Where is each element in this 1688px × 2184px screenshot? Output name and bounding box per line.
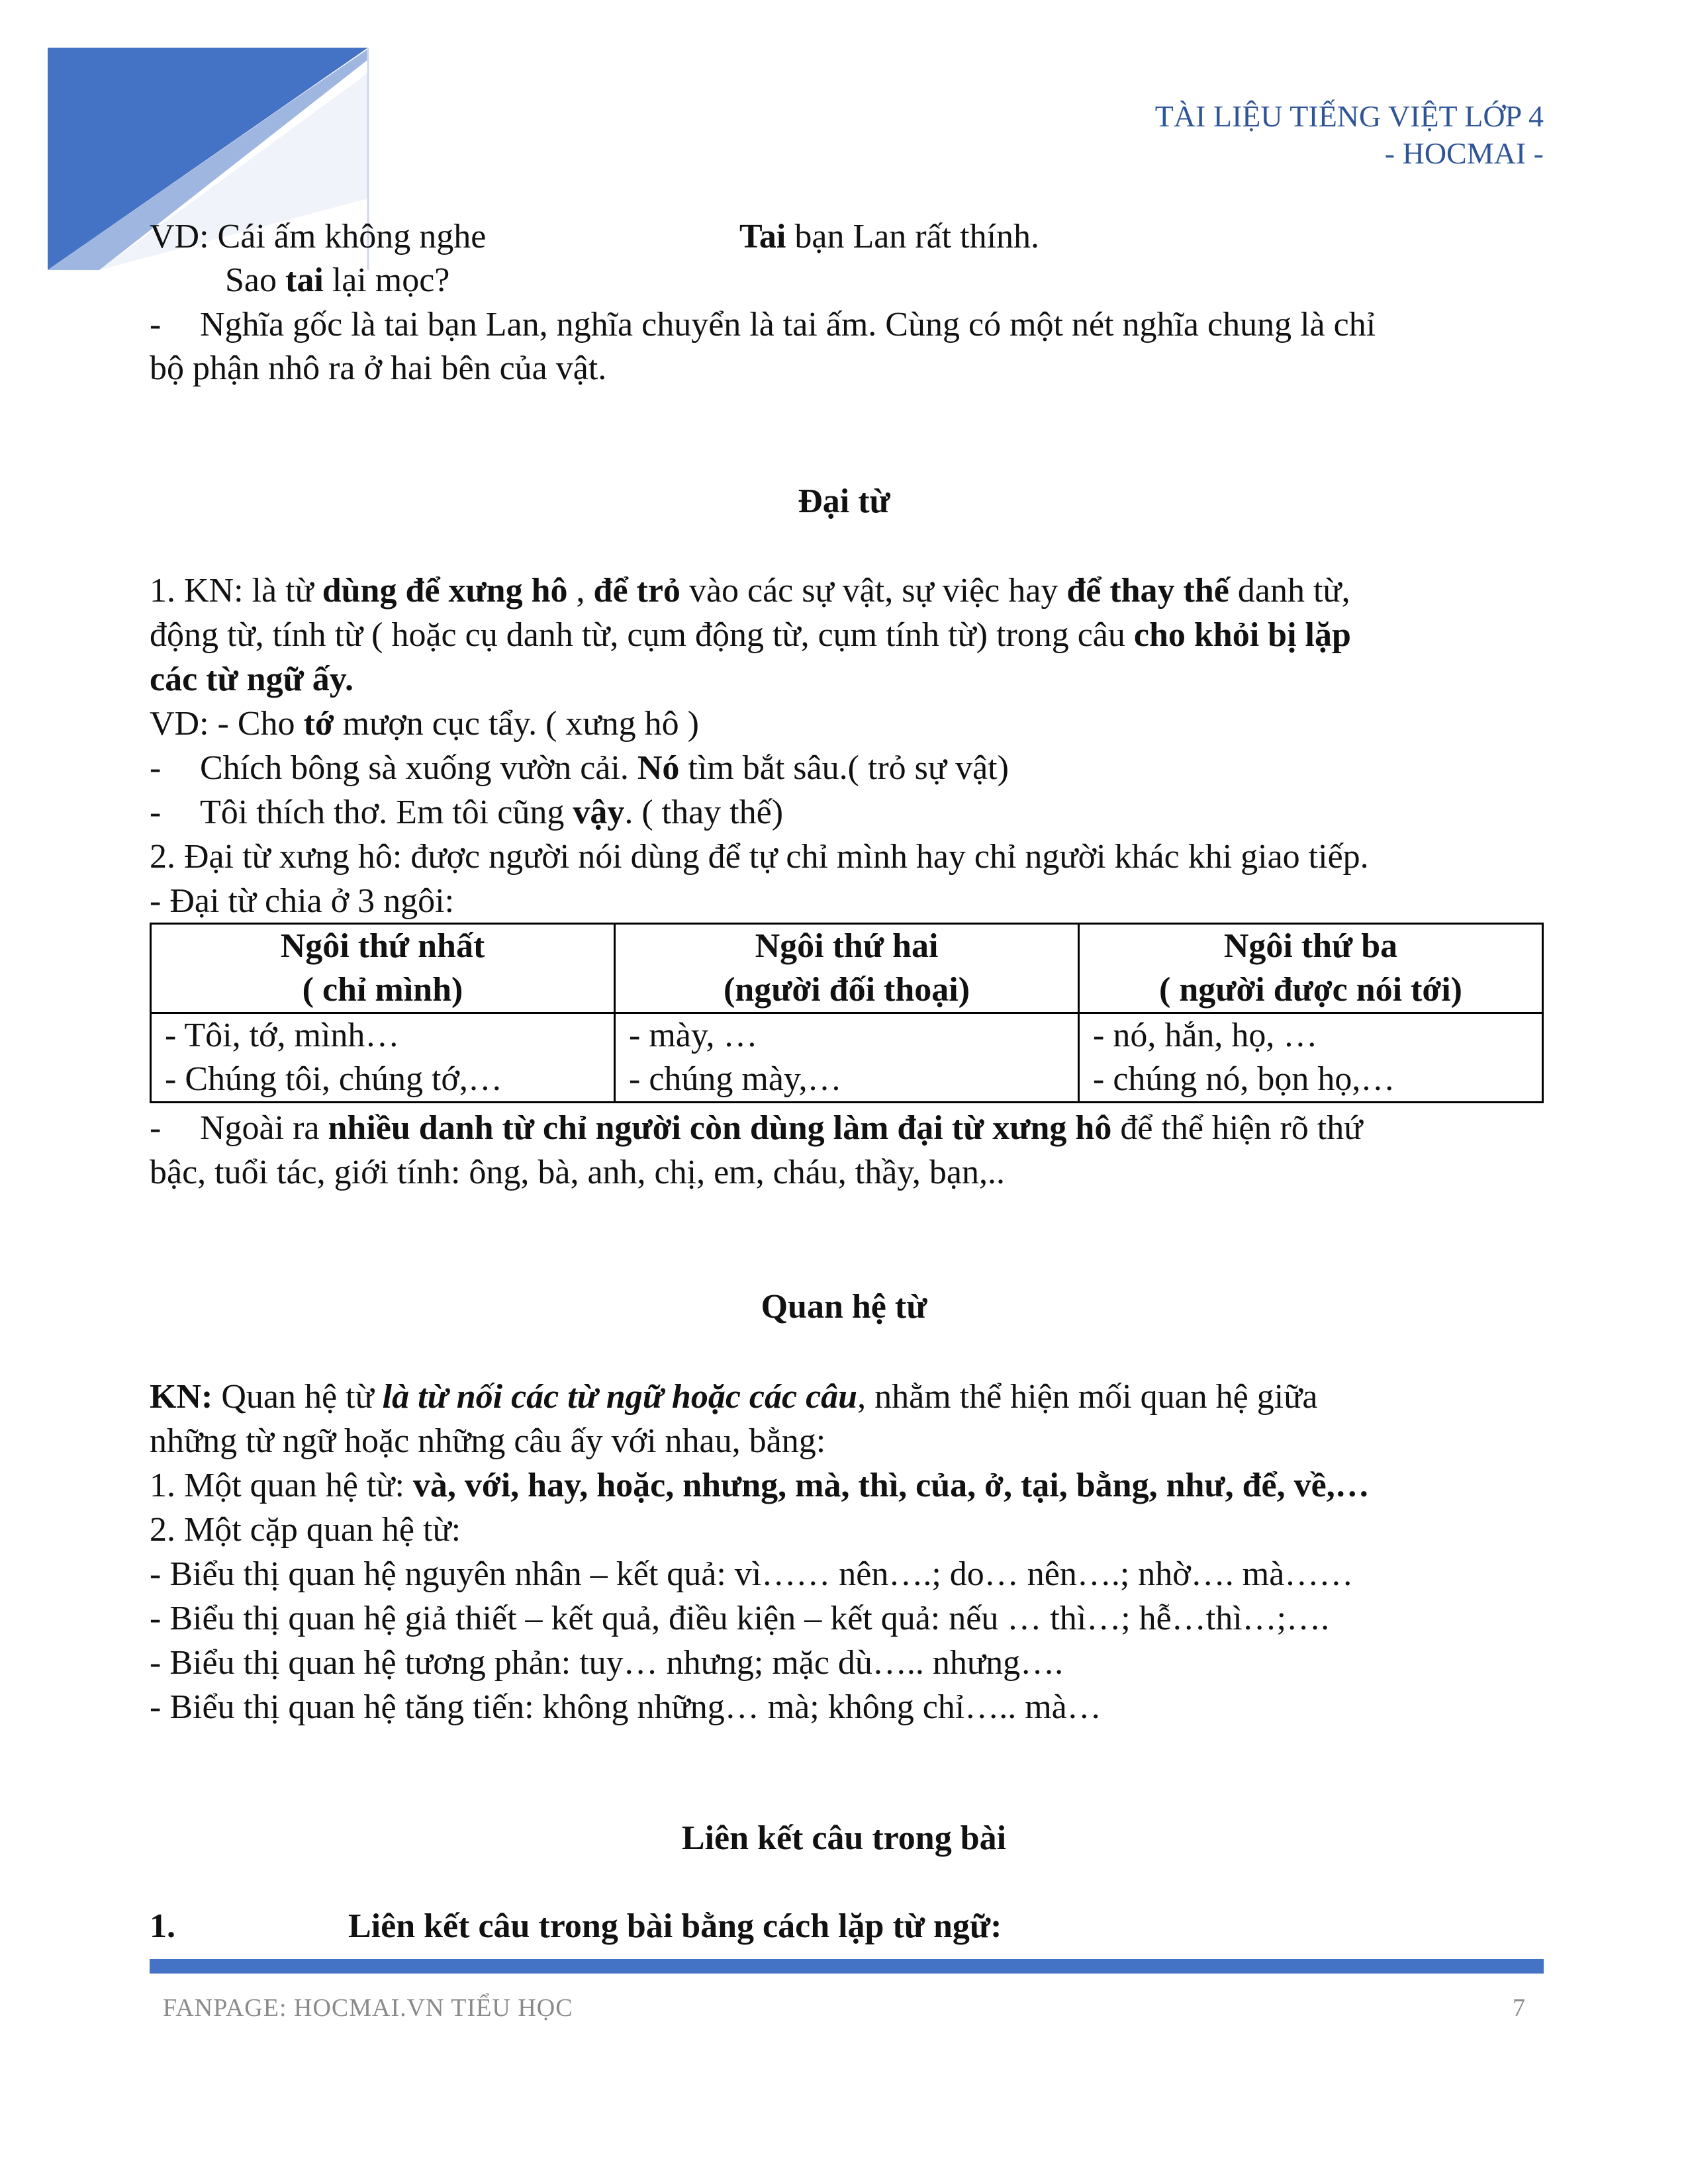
header-subtitle: - HOCMAI - <box>1384 136 1544 170</box>
dai-tu-xung-ho: 2. Đại từ xưng hô: được người nói dùng để tự chỉ mình hay chỉ người khác khi giao tiếp. <box>150 838 1369 876</box>
intro-meaning-2: bộ phận nhô ra ở hai bên của vật. <box>150 349 607 387</box>
dai-tu-vd2: - Chích bông sà xuống vườn cải. Nó tìm bắt sâu.( trỏ sự vật) <box>150 749 1009 787</box>
dai-tu-vd1: VD: - Cho tớ mượn cục tẩy. ( xưng hô ) <box>150 705 699 743</box>
qht-kn: KN: Quan hệ từ là từ nối các từ ngữ hoặc các câu, nhằm thể hiện mối quan hệ giữa <box>150 1378 1318 1416</box>
table-header-cell: Ngôi thứ ba ( người được nói tới) <box>1079 924 1543 1013</box>
list-item: - Biểu thị quan hệ tương phản: tuy… nhưng; mặc dù….. nhưng…. <box>150 1644 1064 1682</box>
qht-kn-line2: những từ ngữ hoặc những câu ấy với nhau, bằng: <box>150 1422 826 1460</box>
lien-ket-number: 1. <box>150 1907 175 1945</box>
intro-vd-left: VD: Cái ấm không nghe <box>150 218 487 255</box>
dai-tu-kn-line3: các từ ngữ ấy. <box>150 660 353 698</box>
intro-sao-line: Sao tai lại mọc? <box>225 261 450 299</box>
table-header-cell: Ngôi thứ nhất ( chỉ mình) <box>151 924 615 1013</box>
table-header-row <box>151 924 1543 1013</box>
pronoun-table <box>150 923 1544 1103</box>
footer-fanpage: FANPAGE: HOCMAI.VN TIỂU HỌC <box>163 1994 573 2022</box>
list-item: - Biểu thị quan hệ giả thiết – kết quả, điều kiện – kết quả: nếu … thì…; hễ…thì…;…. <box>150 1600 1330 1637</box>
list-item: - Biểu thị quan hệ nguyên nhân – kết quả: vì…… nên….; do… nên….; nhờ…. mà…… <box>150 1555 1354 1593</box>
dai-tu-vd3: - Tôi thích thơ. Em tôi cũng vậy. ( thay thế) <box>150 794 784 831</box>
table-header-cell: Ngôi thứ hai (người đối thoại) <box>615 924 1079 1013</box>
intro-vd-right: Tai bạn Lan rất thính. <box>739 218 1040 255</box>
dai-tu-chia: - Đại từ chia ở 3 ngôi: <box>150 882 455 920</box>
qht-mot: 1. Một quan hệ từ: và, với, hay, hoặc, nhưng, mà, thì, của, ở, tại, bằng, như, để, về,… <box>150 1467 1370 1504</box>
heading-dai-tu: Đại từ <box>798 482 890 520</box>
dai-tu-kn-line2: động từ, tính từ ( hoặc cụ danh từ, cụm động từ, cụm tính từ) trong câu cho khỏi bị lặp <box>150 616 1351 654</box>
intro-meaning: - Nghĩa gốc là tai bạn Lan, nghĩa chuyển là tai ấm. Cùng có một nét nghĩa chung là chỉ <box>150 306 1376 343</box>
table-cell: - Tôi, tớ, mình… - Chúng tôi, chúng tớ,… <box>151 1013 615 1103</box>
table-cell: - mày, … - chúng mày,… <box>615 1013 1079 1103</box>
qht-cap: 2. Một cặp quan hệ từ: <box>150 1511 461 1549</box>
dai-tu-kn: 1. KN: là từ dùng để xưng hô , để trỏ vào các sự vật, sự việc hay để thay thế danh từ, <box>150 572 1350 610</box>
dai-tu-ngoai-ra-2: bậc, tuổi tác, giới tính: ông, bà, anh, chị, em, cháu, thầy, bạn,.. <box>150 1154 1006 1191</box>
header-title: TÀI LIỆU TIẾNG VIỆT LỚP 4 <box>1154 99 1544 133</box>
table-row <box>151 1013 1543 1103</box>
heading-quan-he-tu: Quan hệ từ <box>761 1288 927 1326</box>
list-item: - Biểu thị quan hệ tăng tiến: không những… mà; không chỉ….. mà… <box>150 1688 1102 1726</box>
page-number: 7 <box>1513 1994 1525 2022</box>
table-cell: - nó, hắn, họ, … - chúng nó, bọn họ,… <box>1079 1013 1543 1103</box>
footer-bar <box>150 1959 1544 1974</box>
dai-tu-ngoai-ra: - Ngoài ra nhiều danh từ chỉ người còn dùng làm đại từ xưng hô để thể hiện rõ thứ <box>150 1109 1363 1147</box>
lien-ket-item: Liên kết câu trong bài bằng cách lặp từ ngữ: <box>348 1907 1002 1945</box>
heading-lien-ket: Liên kết câu trong bài <box>681 1819 1007 1857</box>
document-header <box>1155 98 1544 172</box>
